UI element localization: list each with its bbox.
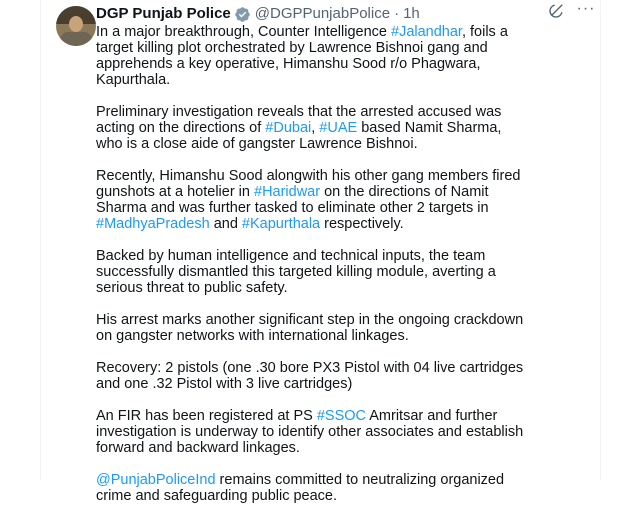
timeline-right-border — [600, 0, 601, 480]
tweet-text-segment: In a major breakthrough, Counter Intelligence — [96, 24, 392, 40]
hashtag-link[interactable]: #UAE — [319, 120, 358, 136]
verified-badge-icon[interactable] — [234, 6, 251, 23]
tweet-text-segment: on the directions of Namit Sharma and was further tasked to eliminate other 2 targets in — [96, 184, 489, 216]
tweet-text-segment: Recovery: 2 pistols (one .30 bore PX3 Pistol with 04 live cartridges and one .32 Pistol with 3 live cartridges) — [96, 360, 524, 392]
post-time[interactable]: 1h — [403, 5, 420, 22]
hashtag-link[interactable]: #MadhyaPradesh — [96, 216, 210, 232]
hashtag-link[interactable]: #Haridwar — [254, 184, 321, 200]
tweet-text-segment: His arrest marks another significant step in the ongoing crackdown on gangster networks with international linkages. — [96, 312, 524, 344]
avatar[interactable] — [56, 6, 96, 46]
more-options-icon[interactable]: ··· — [576, 0, 596, 17]
hashtag-link[interactable]: #SSOC — [316, 408, 367, 424]
tweet-text-segment: remains committed to neutralizing organized crime and safeguarding public peace. — [96, 472, 505, 504]
mention-link[interactable]: @PunjabPoliceInd — [96, 472, 216, 488]
tweet-paragraph — [96, 408, 532, 456]
hashtag-link[interactable]: #Kapurthala — [241, 216, 321, 232]
tweet-text-segment: , — [311, 120, 320, 136]
tweet-paragraph — [96, 24, 532, 88]
tweet-text — [96, 24, 532, 520]
tweet-text-segment: Amritsar and further investigation is underway to identify other associates and establish forward and backward linkages. — [96, 408, 524, 456]
tweet-paragraph — [96, 360, 532, 392]
grok-icon[interactable] — [548, 1, 566, 19]
tweet-text-segment: An FIR has been registered at PS — [96, 408, 317, 424]
tweet-header — [96, 4, 584, 24]
tweet-text-segment: based Namit Sharma, who is a close aide of gangster Lawrence Bishnoi. — [96, 120, 502, 152]
tweet-paragraph — [96, 168, 532, 232]
tweet-text-segment: Recently, Himanshu Sood alongwith his other gang members fired gunshots at a hotelier in — [96, 168, 521, 200]
tweet-text-segment: Preliminary investigation reveals that the arrested accused was acting on the directions of — [96, 104, 502, 136]
tweet-paragraph — [96, 248, 532, 296]
hashtag-link[interactable]: #Dubai — [265, 120, 312, 136]
tweet-text-segment: Backed by human intelligence and technical inputs, the team successfully dismantled this targeted killing module, averting a serious threat to public safety. — [96, 248, 496, 296]
author-handle[interactable]: @DGPPunjabPolice — [254, 5, 391, 22]
tweet-paragraph — [96, 312, 532, 344]
tweet[interactable] — [40, 0, 600, 504]
tweet-text-segment: and — [209, 216, 242, 232]
separator-dot: · — [394, 5, 400, 22]
tweet-paragraph — [96, 472, 532, 504]
tweet-text-segment: , foils a target killing plot orchestrated by Lawrence Bishnoi gang and apprehends a key operative, Himanshu Sood r/o Phagwara, Kapurthala. — [96, 24, 508, 88]
tweet-paragraph — [96, 104, 532, 152]
tweet-text-segment: respectively. — [320, 216, 404, 232]
author-name[interactable]: DGP Punjab Police — [96, 5, 231, 22]
hashtag-link[interactable]: #Jalandhar — [391, 24, 462, 40]
